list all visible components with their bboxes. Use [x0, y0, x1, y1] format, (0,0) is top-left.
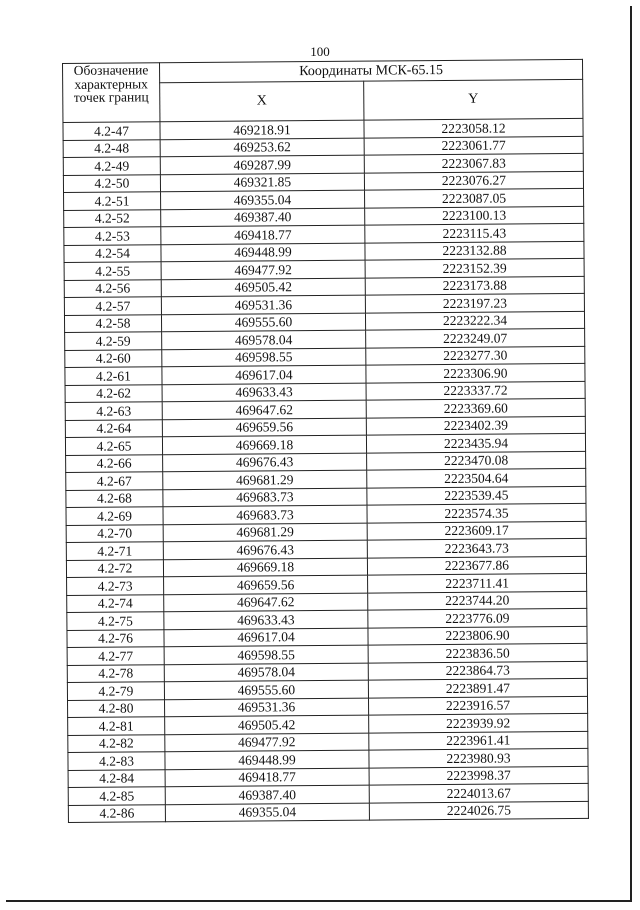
y-cell: 2223277.30 [366, 346, 585, 365]
y-cell: 2223197.23 [365, 293, 584, 312]
x-cell: 469531.36 [164, 698, 368, 717]
y-cell: 2223744.20 [368, 591, 587, 610]
point-cell: 4.2-72 [66, 559, 163, 577]
point-cell: 4.2-84 [68, 769, 165, 787]
point-cell: 4.2-68 [66, 489, 163, 507]
x-cell: 469321.85 [160, 173, 364, 192]
y-cell: 2223609.17 [367, 521, 586, 540]
x-cell: 469555.60 [164, 680, 368, 699]
header-coordinates: Координаты МСК-65.15 [160, 59, 583, 82]
point-cell: 4.2-52 [64, 209, 161, 227]
page-number: 100 [310, 44, 330, 59]
point-cell: 4.2-79 [67, 682, 164, 700]
y-cell: 2223249.07 [366, 328, 585, 347]
x-cell: 469659.56 [162, 418, 366, 437]
x-cell: 469253.62 [160, 138, 364, 157]
x-cell: 469418.77 [161, 225, 365, 244]
point-cell: 4.2-47 [63, 122, 160, 140]
y-cell: 2223916.57 [368, 696, 587, 715]
point-cell: 4.2-61 [65, 367, 162, 385]
x-cell: 469617.04 [164, 628, 368, 647]
point-cell: 4.2-80 [68, 699, 165, 717]
y-cell: 2223061.77 [364, 136, 583, 155]
point-cell: 4.2-66 [66, 454, 163, 472]
x-cell: 469659.56 [164, 575, 368, 594]
point-cell: 4.2-74 [67, 594, 164, 612]
point-cell: 4.2-70 [66, 524, 163, 542]
x-cell: 469531.36 [161, 295, 365, 314]
y-cell: 2223998.37 [369, 766, 588, 785]
point-cell: 4.2-62 [65, 384, 162, 402]
point-cell: 4.2-67 [66, 472, 163, 490]
point-cell: 4.2-60 [65, 349, 162, 367]
x-cell: 469448.99 [161, 243, 365, 262]
y-cell: 2223076.27 [364, 171, 583, 190]
y-cell: 2223836.50 [368, 643, 587, 662]
y-cell: 2223402.39 [366, 416, 585, 435]
point-cell: 4.2-78 [67, 664, 164, 682]
x-cell: 469355.04 [165, 803, 369, 822]
header-point-designation: Обозначение характерных точек границ [63, 63, 160, 123]
point-cell: 4.2-63 [65, 402, 162, 420]
x-cell: 469505.42 [161, 278, 365, 297]
table-row [68, 801, 588, 823]
x-cell: 469617.04 [162, 365, 366, 384]
y-cell: 2223961.41 [369, 731, 588, 750]
x-cell: 469387.40 [165, 785, 369, 804]
y-cell: 2223891.47 [368, 678, 587, 697]
x-cell: 469448.99 [165, 750, 369, 769]
x-cell: 469676.43 [163, 453, 367, 472]
y-cell: 2223152.39 [365, 258, 584, 277]
y-cell: 2223058.12 [364, 118, 583, 137]
point-cell: 4.2-49 [63, 157, 160, 175]
point-cell: 4.2-86 [68, 804, 165, 822]
x-cell: 469647.62 [164, 593, 368, 612]
point-cell: 4.2-69 [66, 507, 163, 525]
y-cell: 2223100.13 [365, 206, 584, 225]
y-cell: 2223173.88 [365, 276, 584, 295]
x-cell: 469676.43 [163, 540, 367, 559]
x-cell: 469633.43 [164, 610, 368, 629]
x-cell: 469218.91 [160, 120, 364, 139]
y-cell: 2223574.35 [367, 503, 586, 522]
y-cell: 2223980.93 [369, 748, 588, 767]
point-cell: 4.2-65 [65, 437, 162, 455]
y-cell: 2223222.34 [365, 311, 584, 330]
x-cell: 469505.42 [165, 715, 369, 734]
y-cell: 2223115.43 [365, 223, 584, 242]
coordinates-sheet [62, 59, 590, 823]
y-cell: 2223776.09 [368, 608, 587, 627]
y-cell: 2223939.92 [369, 713, 588, 732]
point-cell: 4.2-55 [64, 262, 161, 280]
point-cell: 4.2-51 [64, 192, 161, 210]
x-cell: 469287.99 [160, 155, 364, 174]
table-body [63, 118, 588, 822]
point-cell: 4.2-59 [65, 332, 162, 350]
point-cell: 4.2-64 [65, 419, 162, 437]
x-cell: 469681.29 [163, 523, 367, 542]
y-cell: 2223504.64 [367, 468, 586, 487]
y-cell: 2223306.90 [366, 363, 585, 382]
x-cell: 469669.18 [162, 435, 366, 454]
y-cell: 2223067.83 [364, 153, 583, 172]
y-cell: 2223470.08 [367, 451, 586, 470]
point-cell: 4.2-81 [68, 717, 165, 735]
point-cell: 4.2-53 [64, 227, 161, 245]
y-cell: 2223864.73 [368, 661, 587, 680]
y-cell: 2223677.86 [367, 556, 586, 575]
header-x: X [160, 81, 364, 122]
x-cell: 469477.92 [161, 260, 365, 279]
y-cell: 2223643.73 [367, 538, 586, 557]
point-cell: 4.2-54 [64, 244, 161, 262]
x-cell: 469598.55 [164, 645, 368, 664]
point-cell: 4.2-73 [67, 577, 164, 595]
x-cell: 469477.92 [165, 733, 369, 752]
y-cell: 2223711.41 [368, 573, 587, 592]
point-cell: 4.2-85 [68, 787, 165, 805]
x-cell: 469387.40 [161, 208, 365, 227]
x-cell: 469578.04 [164, 663, 368, 682]
x-cell: 469633.43 [162, 383, 366, 402]
point-cell: 4.2-83 [68, 752, 165, 770]
x-cell: 469669.18 [163, 558, 367, 577]
point-cell: 4.2-77 [67, 647, 164, 665]
x-cell: 469418.77 [165, 768, 369, 787]
point-cell: 4.2-75 [67, 612, 164, 630]
point-cell: 4.2-82 [68, 734, 165, 752]
point-cell: 4.2-57 [64, 297, 161, 315]
coordinates-table [62, 59, 589, 823]
point-cell: 4.2-56 [64, 279, 161, 297]
y-cell: 2223369.60 [366, 398, 585, 417]
x-cell: 469683.73 [163, 505, 367, 524]
x-cell: 469555.60 [161, 313, 365, 332]
y-cell: 2224026.75 [369, 801, 588, 820]
x-cell: 469598.55 [162, 348, 366, 367]
x-cell: 469683.73 [163, 488, 367, 507]
point-cell: 4.2-58 [64, 314, 161, 332]
y-cell: 2224013.67 [369, 783, 588, 802]
y-cell: 2223539.45 [367, 486, 586, 505]
y-cell: 2223337.72 [366, 381, 585, 400]
point-cell: 4.2-48 [63, 139, 160, 157]
y-cell: 2223435.94 [366, 433, 585, 452]
x-cell: 469578.04 [162, 330, 366, 349]
x-cell: 469355.04 [161, 190, 365, 209]
y-cell: 2223087.05 [365, 188, 584, 207]
point-cell: 4.2-76 [67, 629, 164, 647]
y-cell: 2223806.90 [368, 626, 587, 645]
point-cell: 4.2-50 [63, 174, 160, 192]
y-cell: 2223132.88 [365, 241, 584, 260]
point-cell: 4.2-71 [66, 542, 163, 560]
header-y: Y [364, 79, 583, 120]
x-cell: 469647.62 [162, 400, 366, 419]
x-cell: 469681.29 [163, 470, 367, 489]
